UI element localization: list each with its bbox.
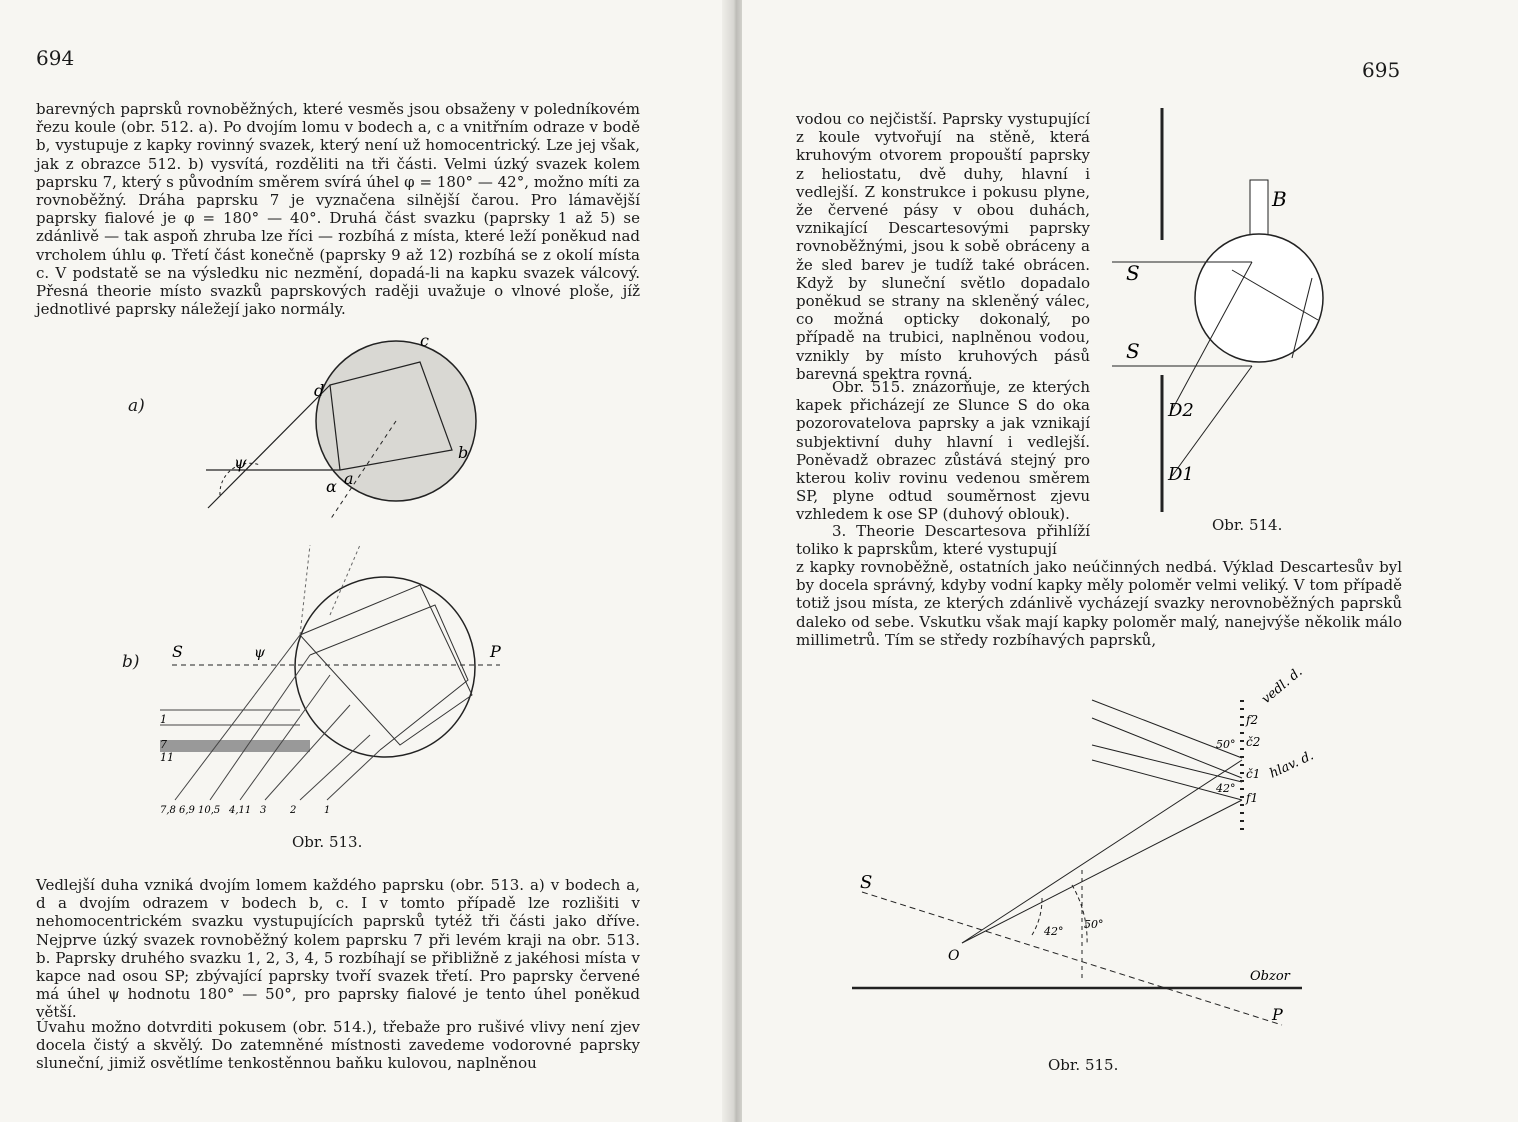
figure-515-caption: Obr. 515. xyxy=(1048,1056,1119,1074)
ray-num-11: 11 xyxy=(160,751,174,764)
label-S: S xyxy=(172,642,183,661)
label-f1: f1 xyxy=(1246,791,1259,805)
incoming-beam xyxy=(160,740,310,752)
label-P: P xyxy=(490,642,501,661)
point-c: c xyxy=(420,331,429,350)
angle-psi: ψ xyxy=(234,453,247,472)
label-S-515: S xyxy=(860,872,873,893)
ray-num-78: 7,8 xyxy=(160,805,176,816)
label-D1: D1 xyxy=(1168,464,1194,485)
point-d: d xyxy=(314,381,325,400)
left-paragraph-1: barevných paprsků rovnoběžných, které vesměs jsou obsaženy v poledníkovém řezu koule (obr. 512. a). Po dvojím lomu v bodech a, c a vnitřním odraze v bodě b, vystupuje z kapky rovinný svazek, který není už homocentrický. Lze jej však, jak z obrazce 512. b) vysvítá, rozděliti na tři části. Velmi úzký svazek kolem paprsku 7, který s původním směrem svírá úhel φ = 180° — 42°, možno míti za rovnoběžný. Dráha paprsku 7 je vyznačena silnější čarou. Pro lámavější paprsky fialové je φ = 180° — 40°. Druhá část svazku (paprsky 1 až 5) se zdánlivě — tak aspoň zhruba lze říci — rozbíhá z místa, které leží poněkud nad vrcholem úhlu φ. Třetí část konečně (paprsky 9 až 12) rozbíhá se z okolí místa c. V podstatě se na výsledku nic nezmění, dopadá-li na kapku svazek válcový. Přesná theorie místo svazků paprskových raději uvažuje o vlnové ploše, jíž jednotlivé paprsky náležejí jako normály. xyxy=(36,100,640,319)
figure-513-caption: Obr. 513. xyxy=(292,833,363,851)
page-number-right: 695 xyxy=(1362,58,1401,82)
label-secondary-bow: vedl. d. xyxy=(1258,664,1306,708)
figure-513-panel-b-label: b) xyxy=(122,652,140,672)
left-paragraph-2: Vedlejší duha vzniká dvojím lomem každého paprsku (obr. 513. a) v bodech a, d a dvojím odrazem v bodech b, c. I v tomto případě lze rozlišiti v nehomocentrickém svazku vystupujících paprsků tytéž tři části jako dříve. Nejprve úzký svazek rovnoběžný kolem paprsku 7 při levém kraji na obr. 513. b. Paprsky druhého svazku 1, 2, 3, 4, 5 rozbíhají se přibližně z jakéhosi místa v kapce nad osou SP; zbývající paprsky tvoří svazek třetí. Pro paprsky červené má úhel ψ hodnotu 180° — 50°, pro paprsky fialové je tento úhel poněkud větší. xyxy=(36,876,640,1022)
angle-42-upper: 42° xyxy=(1216,782,1236,795)
right-column-text: vodou co nejčistší. Paprsky vystupující z koule vytvořují na stěně, která kruhovým otvorem propouští paprsky z heliostatu, dvě duhy, hlavní i vedlejší. Z konstrukce i pokusu plyne, že červené pásy v obou duhách, vznikající Descartesovými paprsky rovnoběžnými, jsou k sobě obráceny a že sled barev je tudíž také obrácen. Když by sluneční světlo dopadalo poněkud se strany na skleněný válec, co možná opticky dokonalý, po případě na trubici, naplněnou vodou, vznikly by místo kruhových pásů barevná spektra rovná. xyxy=(796,110,1090,383)
ray-num-105: 10,5 xyxy=(198,805,221,816)
figure-515 xyxy=(742,660,1422,1060)
page-number-left: 694 xyxy=(36,46,75,70)
label-psi-b: ψ xyxy=(254,645,265,661)
left-page xyxy=(0,0,740,1122)
ray-num-1: 1 xyxy=(160,713,167,726)
right-page xyxy=(742,0,1518,1122)
drop-circle-b xyxy=(295,577,475,757)
angle-alpha: α xyxy=(326,477,337,496)
arc-42 xyxy=(1032,898,1042,935)
figure-513b xyxy=(0,545,740,845)
label-primary-bow: hlav. d. xyxy=(1267,748,1317,782)
axis-SP-515 xyxy=(862,892,1282,1025)
ray-num-69: 6,9 xyxy=(179,805,195,816)
label-S-upper: S xyxy=(1126,261,1140,285)
label-O: O xyxy=(948,948,960,964)
label-horizon: Obzor xyxy=(1250,969,1290,984)
figure-514-caption: Obr. 514. xyxy=(1212,516,1283,534)
right-full-text: z kapky rovnoběžně, ostatních jako neúčinných nedbá. Výklad Descartesův byl by docela správný, kdyby vodní kapky měly poloměr velmi veliký. V tom případě totiž jsou místa, ze kterých zdánlivě vycházejí svazky nerovnoběžných paprsků daleko od sebe. Vskutku však mají kapky poloměr malý, nanejvýše několik málo millimetrů. Tím se středy rozbíhavých paprsků, xyxy=(796,558,1403,649)
exit-ray-a xyxy=(208,385,330,508)
label-c1: č1 xyxy=(1246,767,1261,781)
figure-513-panel-a-label: a) xyxy=(128,396,145,416)
ray-num-7: 7 xyxy=(160,738,167,751)
arc-50 xyxy=(1072,885,1087,945)
angle-42-lower: 42° xyxy=(1044,925,1064,938)
label-f2: f2 xyxy=(1246,713,1259,727)
label-c2: č2 xyxy=(1246,735,1261,749)
angle-50-upper: 50° xyxy=(1216,738,1236,751)
figure-514 xyxy=(1112,100,1412,520)
ray-num-2: 2 xyxy=(290,805,297,816)
right-column-text-2: Obr. 515. znázorňuje, ze kterých kapek přicházejí ze Slunce S do oka pozorovatelova paprsky a jak vznikají subjektivní duhy hlavní i vedlejší. Poněvadž obrazec zůstává stejný pro kterou koliv rovinu vedenou směrem SP, plyne odtud souměrnost zjevu vzhledem k ose SP (duhový oblouk). xyxy=(796,378,1090,524)
right-column-text-3: 3. Theorie Descartesova přihlíží toliko k paprskům, které vystupují xyxy=(796,522,1090,559)
point-b: b xyxy=(458,443,469,462)
flask-bulb xyxy=(1195,234,1323,362)
angle-50-lower: 50° xyxy=(1084,918,1104,931)
label-D2: D2 xyxy=(1168,400,1194,421)
label-B: B xyxy=(1272,187,1287,211)
ray-num-3: 3 xyxy=(260,805,267,816)
label-P-515: P xyxy=(1272,1005,1283,1024)
reflection-pattern-2 xyxy=(310,605,468,750)
label-S-lower: S xyxy=(1126,339,1140,363)
ray-num-411: 4,11 xyxy=(229,805,252,816)
left-paragraph-3: Úvahu možno dotvrditi pokusem (obr. 514.), třebaže pro rušivé vlivy není zjev docela čistý a skvělý. Do zatemněné místnosti zavedeme vodorovné paprsky sluneční, jimiž osvětlíme tenkostěnnou baňku kulovou, naplněnou xyxy=(36,1018,640,1073)
ray-num-1b: 1 xyxy=(324,805,331,816)
point-a: a xyxy=(344,469,354,488)
